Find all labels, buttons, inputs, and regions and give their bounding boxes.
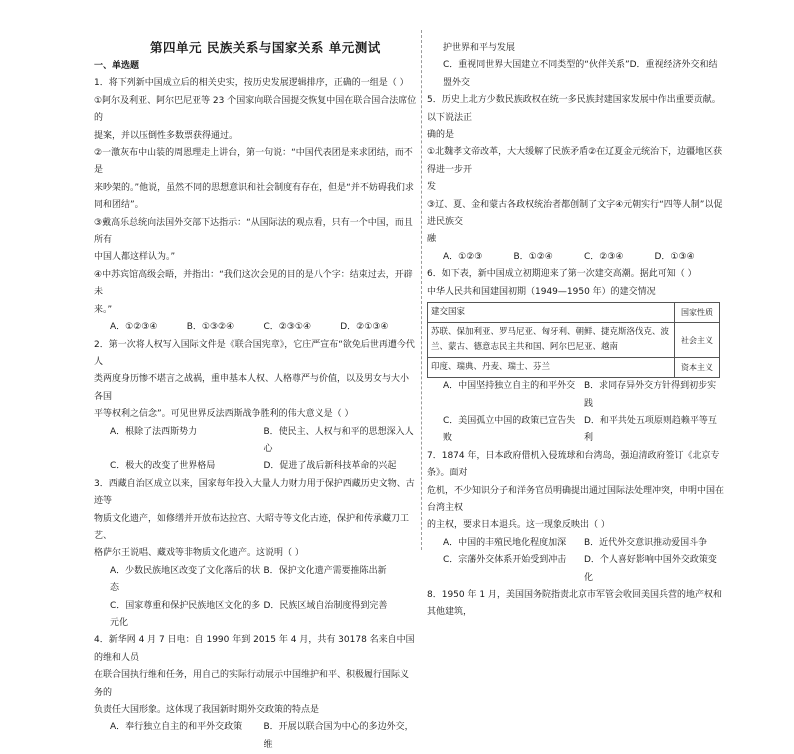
- table-header: 建交国家: [428, 303, 675, 323]
- table-row: [428, 358, 720, 378]
- option-d[interactable]: D．个人喜好影响中国外交政策变化: [584, 555, 717, 583]
- option-c[interactable]: C．宗藩外交体系开始受到冲击: [443, 555, 567, 566]
- question-6: 6．如下表，新中国成立初期迎来了第一次建交高潮。据此可知（ ） 中华人民共和国建国初期（1949—1950 年）的建交情况 建交国家 国家性质 苏联、保加利亚、罗马尼亚、匈牙利、朝鲜、捷克斯洛伐克、波兰、蒙古、德意志民主共和国、阿尔巴尼亚、越南 社会主义 印度、瑞典、丹麦、瑞士、芬兰 资本主义 A．中国坚持独立自主的和平外交 B．求同存异外交方针得到初步实践 C．美国孤立中国的政策已宣告失败 D．和平共处五项原则趋赖平等互利: [427, 266, 725, 447]
- option-d[interactable]: D．②①③④: [340, 322, 389, 333]
- table-header: 国家性质: [675, 303, 720, 323]
- table-cell: 印度、瑞典、丹麦、瑞士、芬兰: [428, 358, 675, 378]
- option-d[interactable]: D．①③④: [654, 251, 695, 262]
- option-c[interactable]: C．②③①④: [263, 322, 312, 333]
- option-b[interactable]: B．近代外交意识推动爱国斗争: [584, 537, 708, 548]
- question-5-options: [427, 249, 725, 266]
- option-c-d[interactable]: C．重视同世界大国建立不同类型的“伙伴关系”D．重视经济外交和结盟外交: [443, 60, 718, 88]
- question-7: 7．1874 年，日本政府借机入侵琉球和台湾岛，强迫清政府签订《北京专条》。面对 危机，不少知识分子和洋务官员明确提出通过国际法处理冲突，申明中国在台湾主权 的主权，要求日本退兵。这一现象反映出（ ） A．中国的丰殖民地化程度加深 B．近代外交意识推动爱国斗争 C．宗藩外交体系开始受到冲击 D．个人喜好影响中国外交政策变化: [427, 448, 725, 587]
- option-c[interactable]: C．②③④: [584, 251, 624, 262]
- table-row: [428, 303, 720, 323]
- question-6-options: [427, 378, 725, 448]
- table-cell: 资本主义: [675, 358, 720, 378]
- table-cell: 社会主义: [675, 323, 720, 358]
- column-divider: [421, 30, 422, 550]
- question-4-continued: 护世界和平与发展 C．重视同世界大国建立不同类型的“伙伴关系”D．重视经济外交和结盟外交: [427, 40, 725, 92]
- right-column: [427, 40, 725, 622]
- option-b[interactable]: B．保护文化遗产需要推陈出新: [263, 565, 387, 576]
- option-c[interactable]: C．美国孤立中国的政策已宣告失败: [443, 415, 576, 444]
- option-c[interactable]: C．国家尊重和保护民族地区文化的多元化: [110, 600, 261, 628]
- question-3-options: [94, 563, 417, 633]
- option-b[interactable]: B．使民主、人权与和平的思想深入人心: [263, 426, 414, 454]
- option-a[interactable]: A．中国的丰殖民地化程度加深: [443, 537, 567, 548]
- table-caption: 中华人民共和国建国初期（1949—1950 年）的建交情况: [427, 286, 656, 297]
- question-1: 1．将下列新中国成立后的相关史实，按历史发展逻辑排序，正确的一组是（ ） ①阿尔及利亚、阿尔巴尼亚等 23 个国家向联合国提交恢复中国在联合国合法席位的 提案，并以压倒性多数票获得通过。 ②一激灰布中山装的周恩理走上讲台，第一句说：“中国代表团是来求团结，而不是 来吵架的。”他说，虽然不同的思想意识和社会制度有存在，但是“并不妨碍我们求 同和团结”。 ③戴高乐总统向法国外交部下达指示：“从国际法的观点看，只有一个中国，而且所有 中国人都这样认为。” ④中苏宾馆高级会晤，并指出：“我们这次会见的目的是八个字：结束过去，开辟未 来。” A．①②③④ B．①③②④ C．②③①④ D．②①③④: [94, 75, 417, 336]
- section-heading: 一、单选题: [94, 61, 140, 71]
- question-7-options: [427, 535, 725, 587]
- option-a[interactable]: A．根除了法西斯势力: [110, 426, 198, 437]
- question-1-options: [94, 319, 417, 336]
- question-3: 3．西藏自治区成立以来，国家每年投入大量人力财力用于保护西藏历史文物、古迹等 物质文化遗产，如修缮并开放布达拉宫、大昭寺等文化古迹，保护和传承藏刀工艺、 格萨尔王说唱、藏戏等非物质文化遗产。这说明（ ） A．少数民族地区改变了文化落后的状态 B．保护文化遗产需要推陈出新 C．国家尊重和保护民族地区文化的多元化 D．民族区域自治制度得到完善: [94, 476, 417, 633]
- question-5: 5．历史上北方少数民族政权在统一多民族封建国家发展中作出重要贡献。以下说法正 确的是 ①北魏孝文帝改革，大大缓解了民族矛盾②在辽夏金元统治下，边疆地区获得进一步开 发 ③辽、夏、金和蒙古各政权统治者都创制了文字④元朝实行“四等人制”以促进民族交 融 A．①②③ B．①②④ C．②③④ D．①③④: [427, 92, 725, 266]
- question-2: 2．第一次将人权写入国际文件是《联合国宪章》，它庄严宣布“欲免后世再遭今代人 类两度身历惨不堪言之战祸，重申基本人权、人格尊严与价值，以及男女与大小各国 平等权利之信念”。可见世界反法西斯战争胜利的伟大意义是（ ） A．根除了法西斯势力 B．使民主、人权与和平的思想深入人心 C．极大的改变了世界格局 D．促进了战后新科技革命的兴起: [94, 337, 417, 476]
- option-b[interactable]: B．开展以联合国为中心的多边外交，维: [263, 722, 414, 750]
- question-4: 4．新华网 4 月 7 日电：自 1990 年到 2015 年 4 月，共有 30178 名来自中国的维和人员 在联合国执行维和任务，用自己的实际行动展示中国维护和平、积极履行国际义务的 负责任大国形象。这体现了我国新时期外交政策的特点是 A．奉行独立自主的和平外交政策 B．开展以联合国为中心的多边外交，维: [94, 632, 417, 754]
- option-a[interactable]: A．奉行独立自主的和平外交政策: [110, 722, 243, 733]
- option-a[interactable]: A．少数民族地区改变了文化落后的状态: [110, 565, 261, 594]
- table-cell: 苏联、保加利亚、罗马尼亚、匈牙利、朝鲜、捷克斯洛伐克、波兰、蒙古、德意志民主共和国、阿尔巴尼亚、越南: [428, 323, 675, 358]
- option-d[interactable]: D．和平共处五项原则趋赖平等互利: [584, 415, 717, 444]
- option-d[interactable]: D．民族区域自治制度得到完善: [263, 600, 388, 611]
- question-8: 8．1950 年 1 月，美国国务院指责北京市军管会收回美国兵营的地产权和其他建筑，: [427, 589, 722, 618]
- page-title: 第四单元 民族关系与国家关系 单元测试: [150, 40, 381, 55]
- option-b[interactable]: B．①③②④: [186, 322, 235, 333]
- question-2-options: [94, 424, 417, 476]
- left-column: [94, 32, 417, 754]
- option-a[interactable]: A．①②③④: [110, 322, 158, 333]
- table-row: [428, 323, 720, 358]
- diplomacy-table: [427, 302, 720, 378]
- option-b[interactable]: B．求同存异外交方针得到初步实践: [584, 381, 717, 409]
- option-d[interactable]: D．促进了战后新科技革命的兴起: [263, 461, 397, 472]
- question-4-options: [94, 719, 417, 754]
- option-c[interactable]: C．极大的改变了世界格局: [110, 461, 216, 472]
- option-b[interactable]: B．①②④: [513, 251, 553, 262]
- option-a[interactable]: A．①②③: [443, 251, 483, 262]
- option-a[interactable]: A．中国坚持独立自主的和平外交: [443, 381, 576, 392]
